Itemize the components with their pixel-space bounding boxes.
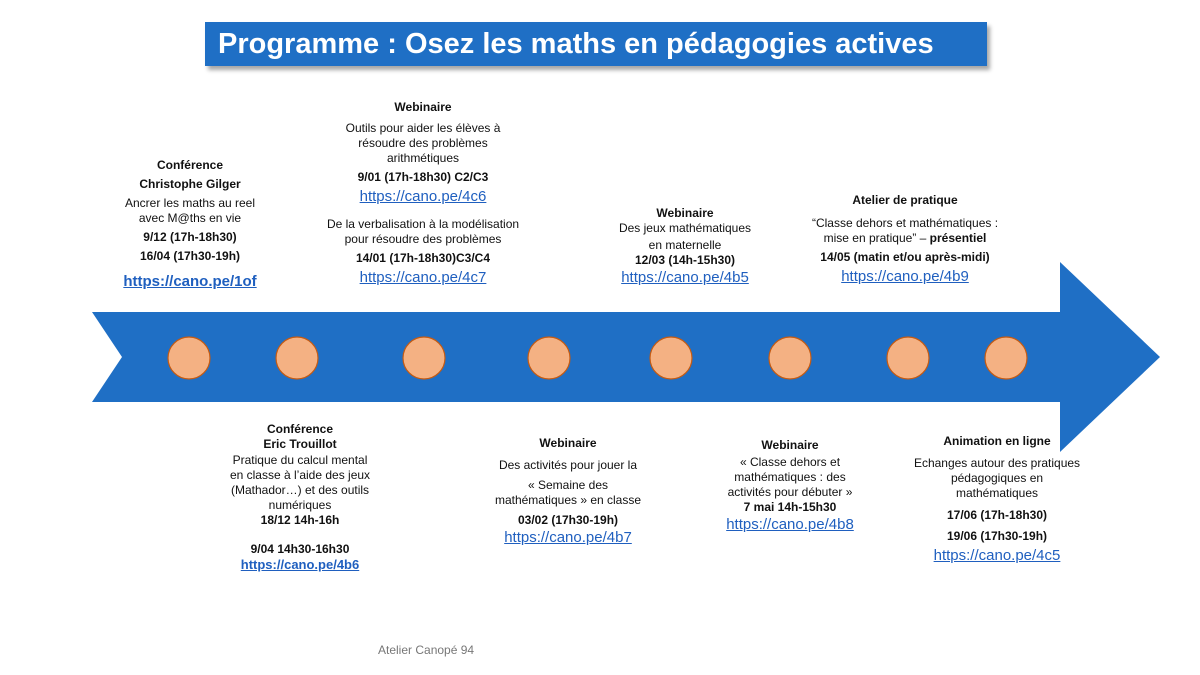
event-type: Webinaire	[761, 438, 819, 452]
event-date: 14/01 (17h-18h30)C3/C4	[355, 251, 491, 265]
event-link[interactable]: https://cano.pe/4b6	[240, 557, 360, 572]
event-type: Atelier de pratique	[852, 193, 958, 207]
event-link[interactable]: https://cano.pe/4b7	[504, 529, 632, 546]
event-speaker: Eric Trouillot	[263, 437, 337, 451]
event-date: 14/05 (matin et/ou après-midi)	[820, 250, 990, 264]
timeline-node	[528, 337, 570, 379]
timeline-node	[887, 337, 929, 379]
timeline-node	[276, 337, 318, 379]
event-desc: « Semaine des	[527, 478, 609, 492]
event-date: 19/06 (17h30-19h)	[946, 529, 1048, 543]
event-link[interactable]: https://cano.pe/4b5	[621, 269, 749, 286]
event-desc: mathématiques » en classe	[494, 493, 642, 507]
event-conference-trouillot	[200, 422, 400, 573]
event-desc: « Classe dehors et	[739, 455, 841, 469]
event-date: 9/01 (17h-18h30) C2/C3	[357, 170, 489, 184]
timeline-node	[650, 337, 692, 379]
page-title: Programme : Osez les maths en pédagogies actives	[205, 22, 987, 66]
event-type: Conférence	[266, 422, 334, 436]
event-type: Webinaire	[539, 436, 597, 450]
event-type: Conférence	[156, 158, 224, 172]
event-date: 18/12 14h-16h	[260, 513, 340, 527]
event-date: 9/12 (17h-18h30)	[143, 230, 237, 244]
event-format: présentiel	[929, 231, 987, 245]
event-desc: numériques	[268, 498, 332, 512]
event-link[interactable]: https://cano.pe/4c6	[359, 188, 487, 205]
event-date: 16/04 (17h30-19h)	[139, 249, 241, 263]
event-desc: en classe à l’aide des jeux	[229, 468, 371, 482]
event-desc: pour résoudre des problèmes	[344, 232, 502, 246]
event-desc	[795, 231, 1015, 246]
event-desc: De la verbalisation à la modélisation	[326, 217, 520, 231]
event-desc: arithmétiques	[386, 151, 460, 165]
event-desc: Echanges autour des pratiques	[913, 456, 1081, 470]
event-link[interactable]: https://cano.pe/1of	[123, 273, 257, 290]
event-desc: activités pour débuter »	[727, 485, 853, 499]
event-desc: en maternelle	[648, 238, 722, 252]
event-type: Animation en ligne	[943, 434, 1051, 448]
event-desc: Des jeux mathématiques	[618, 221, 752, 235]
event-desc: mathématiques	[955, 486, 1039, 500]
event-desc: “Classe dehors et mathématiques :	[811, 216, 999, 230]
timeline-node	[168, 337, 210, 379]
event-desc: pédagogiques en	[950, 471, 1044, 485]
event-date: 9/04 14h30-16h30	[250, 542, 350, 556]
event-desc: résoudre des problèmes	[358, 136, 488, 150]
event-speaker: Christophe Gilger	[139, 177, 241, 191]
event-webinaire-problemes	[318, 100, 528, 288]
event-webinaire-classe-dehors	[695, 438, 885, 535]
event-desc: avec M@ths en vie	[138, 211, 242, 225]
event-animation-en-ligne	[897, 434, 1097, 566]
event-date: 12/03 (14h-15h30)	[634, 253, 736, 267]
event-type: Webinaire	[394, 100, 452, 114]
event-type: Webinaire	[656, 206, 714, 220]
timeline-node	[985, 337, 1027, 379]
event-conference-gilger	[95, 158, 285, 292]
event-desc: mathématiques : des	[734, 470, 846, 484]
timeline-node	[403, 337, 445, 379]
event-desc: Outils pour aider les élèves à	[345, 121, 501, 135]
event-webinaire-semaine	[468, 436, 668, 548]
event-desc: (Mathador…) et des outils	[230, 483, 370, 497]
event-link[interactable]: https://cano.pe/4b9	[841, 268, 969, 285]
event-link[interactable]: https://cano.pe/4c5	[933, 547, 1061, 564]
event-date: 7 mai 14h-15h30	[743, 500, 837, 514]
event-date: 17/06 (17h-18h30)	[946, 508, 1048, 522]
event-desc-text: mise en pratique” –	[823, 231, 930, 245]
event-desc: Des activités pour jouer la	[498, 458, 638, 472]
event-desc: Pratique du calcul mental	[232, 453, 368, 467]
event-atelier-pratique	[795, 193, 1015, 287]
event-date: 03/02 (17h30-19h)	[517, 513, 619, 527]
event-webinaire-maternelle	[590, 206, 780, 288]
event-link[interactable]: https://cano.pe/4c7	[359, 269, 487, 286]
timeline-node	[769, 337, 811, 379]
footer-credit: Atelier Canopé 94	[378, 643, 475, 657]
event-desc: Ancrer les maths au reel	[124, 196, 256, 210]
event-link[interactable]: https://cano.pe/4b8	[726, 516, 854, 533]
